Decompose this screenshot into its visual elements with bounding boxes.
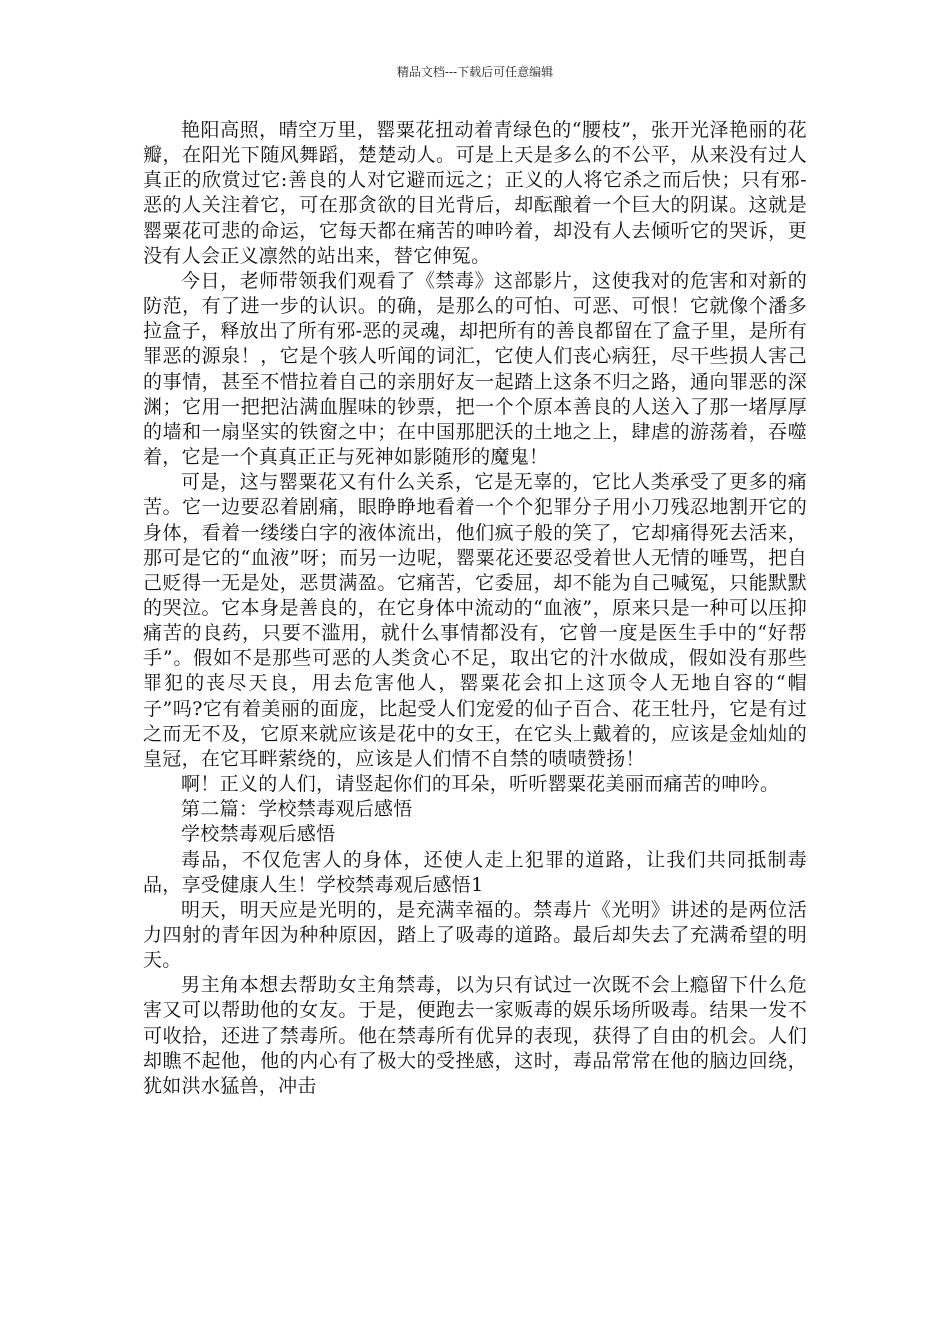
paragraph: 啊！正义的人们，请竖起你们的耳朵，听听罂粟花美丽而痛苦的呻吟。 (181, 773, 780, 796)
paragraph: 明天，明天应是光明的，是充满幸福的。禁毒片《光明》讲述的是两位活力四射的青年因为种种原因，踏上了吸毒的道路。最后却失去了充满希望的明天。 (143, 898, 807, 972)
article-title: 学校禁毒观后感悟 (181, 823, 336, 846)
paragraph: 今日，老师带领我们观看了《禁毒》这部影片，这使我对的危害和对新的防范，有了进一步的认识。的确，是那么的可怕、可恶、可恨！它就像个潘多拉盒子，释放出了所有邪-恶的灵魂，却把所有的善良都留在了盒子里，是所有罪恶的源泉！，它是个骇人听闻的词汇，它使人们丧心病狂，尽干些损人害己的事情，甚至不惜拉着自己的亲朋好友一起踏上这条不归之路，通向罪恶的深渊；它用一把把沾满血腥味的钞票，把一个个原本善良的人送入了那一堵厚厚的墙和一扇坚实的铁窗之中；在中国那肥沃的土地之上，肆虐的游荡着，吞噬着，它是一个真真正正与死神如影随形的魔鬼！ (143, 269, 807, 469)
paragraph: 毒品，不仅危害人的身体，还使人走上犯罪的道路，让我们共同抵制毒品，享受健康人生！学校禁毒观后感悟1 (143, 848, 807, 896)
document-body (143, 118, 807, 1099)
section-heading: 第二篇：学校禁毒观后感悟 (181, 798, 413, 821)
page-header: 精品文档---下载后可任意编辑 (396, 65, 554, 79)
paragraph: 艳阳高照，晴空万里，罂粟花扭动着青绿色的“腰枝”，张开光泽艳丽的花瓣，在阳光下随风舞蹈，楚楚动人。可是上天是多么的不公平，从来没有过人真正的欣赏过它:善良的人对它避而远之；正义的人将它杀之而后快；只有邪-恶的人关注着它，可在那贪欲的目光背后，却酝酿着一个巨大的阴谋。这就是罂粟花可悲的命运，它每天都在痛苦的呻吟着，却没有人去倾听它的哭诉，更没有人会正义凛然的站出来，替它伸冤。 (143, 119, 807, 267)
paragraph: 男主角本想去帮助女主角禁毒，以为只有试过一次既不会上瘾留下什么危害又可以帮助他的女友。于是，便跑去一家贩毒的娱乐场所吸毒。结果一发不可收拾，还进了禁毒所。他在禁毒所有优异的表现，获得了自由的机会。人们却瞧不起他，他的内心有了极大的受挫感，这时，毒品常常在他的脑边回绕，犹如洪水猛兽，冲击 (143, 974, 807, 1097)
paragraph: 可是，这与罂粟花又有什么关系，它是无辜的，它比人类承受了更多的痛苦。它一边要忍着剧痛，眼睁睁地看着一个个犯罪分子用小刀残忍地割开它的身体，看着一缕缕白字的液体流出，他们疯子般的笑了，它却痛得死去活来，那可是它的“血液”呀；而另一边呢，罂粟花还要忍受着世人无情的唾骂，把自己贬得一无是处，恶贯满盈。它痛苦，它委屈，却不能为自己喊冤，只能默默的哭泣。它本身是善良的，在它身体中流动的“血液”，原来只是一种可以压抑痛苦的良药，只要不滥用，就什么事情都没有，它曾一度是医生手中的“好帮手”。假如不是那些可恶的人类贪心不足，取出它的汁水做成，假如没有那些罪犯的丧尽天良，用去危害他人，罂粟花会扣上这顶令人无地自容的“帽子”吗?它有着美丽的面庞，比起受人们宠爱的仙子百合、花王牡丹，它是有过之而无不及，它原来就应该是花中的女王，在它头上戴着的，应该是金灿灿的皇冠，在它耳畔萦绕的，应该是人们情不自禁的啧啧赞扬！ (143, 471, 807, 770)
